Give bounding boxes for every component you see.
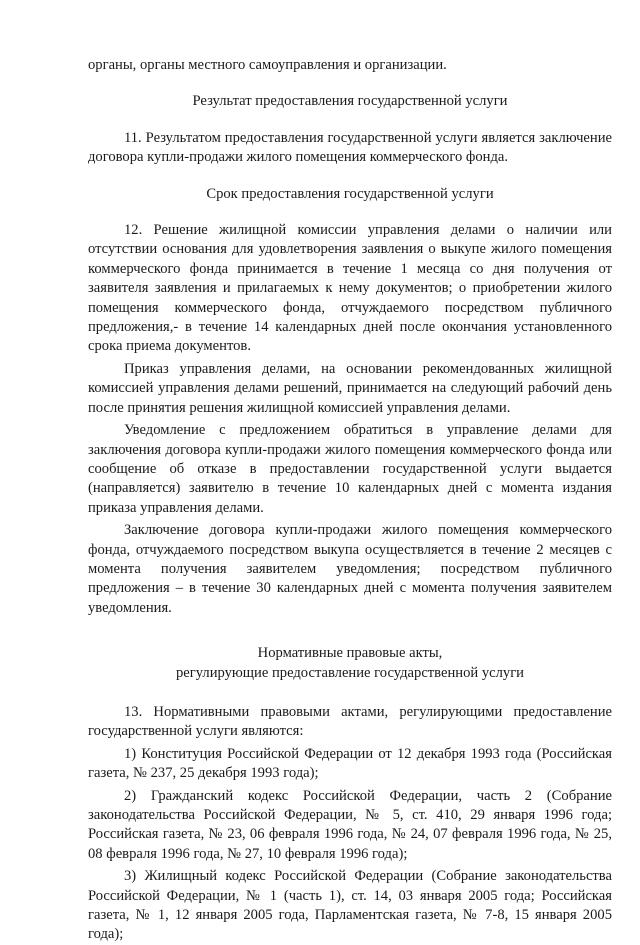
list-item-1: 1) Конституция Российской Федерации от 12 декабря 1993 года (Российская газета, № 237, 25 декабря 1993 года); bbox=[88, 745, 612, 782]
list-item-2: 2) Гражданский кодекс Российской Федерации, часть 2 (Собрание законодательства Российской Федерации, № 5, ст. 410, 29 января 1996 года; Российская газета, № 23, 06 февраля 1996 года, № 24, 07 февраля 1996 года, № 25, 08 февраля 1996 года, № 27, 10 февраля 1996 года); bbox=[88, 787, 612, 862]
list-item-3: 3) Жилищный кодекс Российской Федерации (Собрание законодательства Российской Федерации, № 1 (часть 1), ст. 14, 03 января 2005 года; Российская газета, № 1, 12 января 2005 года, Парламентская газета, № 7-8, 15 января 2005 года); bbox=[88, 868, 612, 943]
paragraph-order: Приказ управления делами, на основании рекомендованных жилищной комиссией управления делами решений, принимается на следующий рабочий день после принятия решения жилищной комиссией управления делами. bbox=[88, 360, 612, 416]
heading-acts-line2: регулирующие предоставление государственной услуги bbox=[176, 664, 524, 681]
paragraph-13: 13. Нормативными правовыми актами, регулирующими предоставление государственной услуги являются: bbox=[88, 703, 612, 740]
heading-acts bbox=[88, 644, 612, 683]
heading-term: Срок предоставления государственной услуги bbox=[206, 185, 494, 202]
heading-acts-line1: Нормативные правовые акты, bbox=[257, 645, 443, 662]
paragraph-12: 12. Решение жилищной комиссии управления делами о наличии или отсутствии основания для удовлетворения заявления о выкупе жилого помещения коммерческого фонда принимается в течение 1 месяца со дня получения от заявителя заявления и прилагаемых к нему документов; о приобретении жилого помещения коммерческого фонда, отчуждаемого посредством публичного предложения,- в течение 14 календарных дней после окончания установленного срока приема документов. bbox=[88, 222, 612, 355]
paragraph-11: 11. Результатом предоставления государственной услуги является заключение договора купли-продажи жилого помещения коммерческого фонда. bbox=[88, 129, 612, 166]
paragraph-contract: Заключение договора купли-продажи жилого помещения коммерческого фонда, отчуждаемого посредством выкупа осуществляется в течение 2 месяцев с момента получения заявителем уведомления; посредством публичного предложения – в течение 30 календарных дней с момента получения заявителем уведомления. bbox=[88, 522, 612, 616]
heading-result: Результат предоставления государственной услуги bbox=[192, 93, 508, 110]
paragraph-notice: Уведомление с предложением обратиться в управление делами для заключения договора купли-продажи жилого помещения коммерческого фонда или сообщение об отказе в предоставлении государственной услуги выдается (направляется) заявителю в течение 10 календарных дней с момента издания приказа управления делами. bbox=[88, 422, 612, 516]
continuation-text: органы, органы местного самоуправления и организации. bbox=[88, 57, 447, 73]
